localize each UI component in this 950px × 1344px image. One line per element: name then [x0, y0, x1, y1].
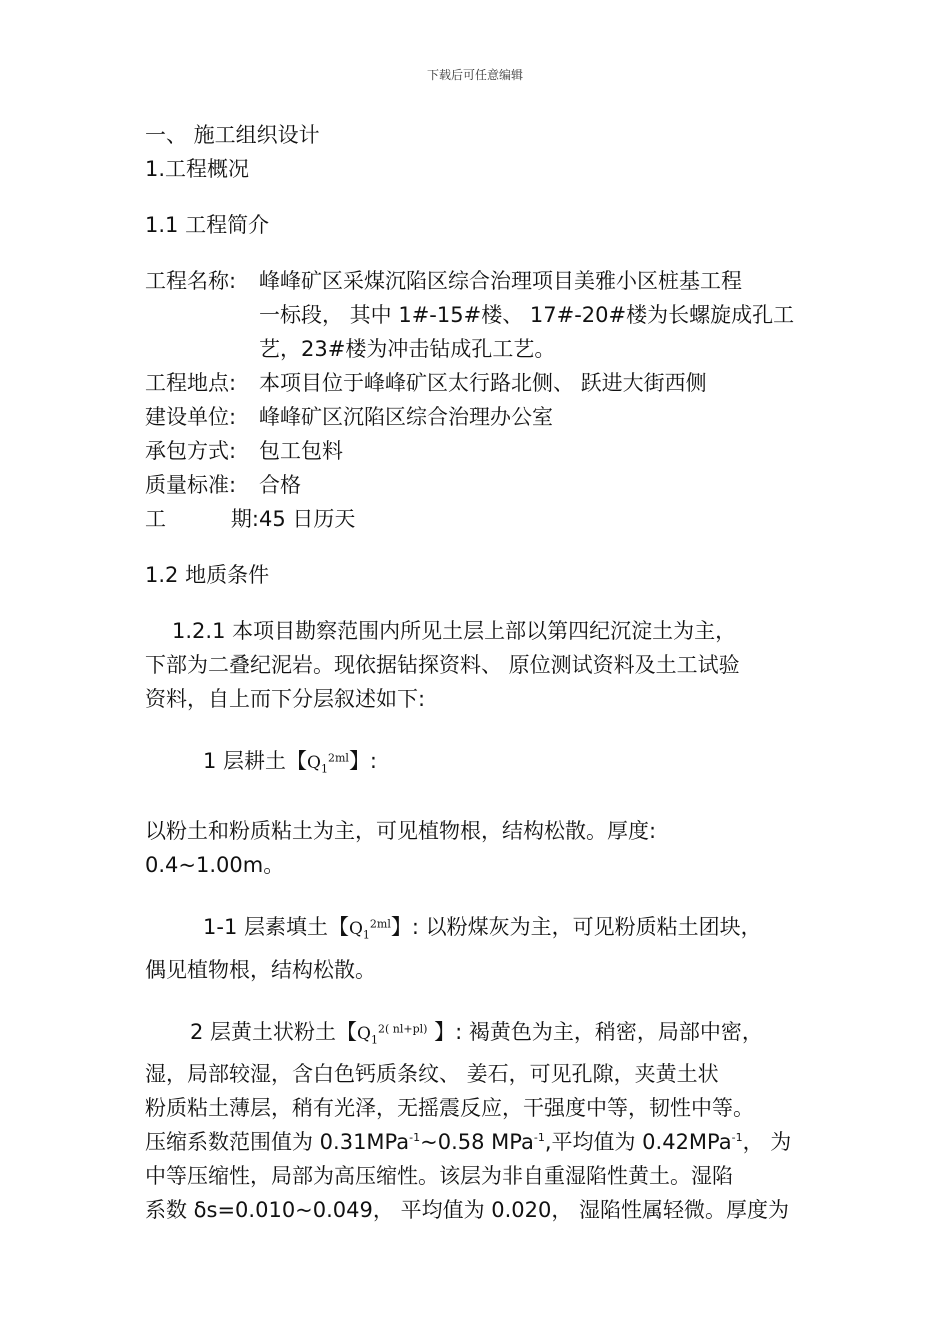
field-label-first: 工	[145, 507, 166, 531]
paragraph-line: 1-1 层素填土【$Q_1^{2ml}$】: 以粉煤灰为主，可见粉质粘土团块，	[203, 915, 762, 942]
section-subtitle: 1.工程概况	[145, 157, 250, 181]
field-construction-period	[145, 502, 817, 536]
layer-1-heading: 1 层耕土【$Q_1^{2ml}$】:	[203, 749, 378, 776]
field-label-second: 期:	[230, 507, 259, 531]
paragraph-line: 1.2.1 本项目勘察范围内所见土层上部以第四纪沉淀土为主，	[172, 619, 737, 643]
paragraph-line: 中等压缩性，局部为高压缩性。该层为非自重湿陷性黄土。湿陷	[145, 1164, 733, 1189]
field-quality-standard	[145, 468, 817, 502]
field-value-line: 艺，23#楼为冲击钻成孔工艺。	[259, 337, 556, 361]
paragraph-1-2-1	[145, 614, 817, 716]
field-project-location	[145, 366, 817, 400]
subsection-title-1-2: 1.2 地质条件	[145, 563, 270, 587]
field-label: 工程名称:	[145, 269, 237, 293]
field-construction-unit	[145, 400, 817, 434]
section-title: 一、 施工组织设计	[145, 123, 320, 147]
field-project-name	[145, 264, 817, 366]
paragraph-line: 0.4~1.00m。	[145, 853, 285, 878]
field-value: 合格	[259, 473, 301, 497]
layer-1-1-description	[145, 910, 817, 986]
field-contract-method	[145, 434, 817, 468]
field-label: 承包方式:	[145, 439, 237, 463]
field-label: 工程地点:	[145, 371, 237, 395]
field-value-line: 峰峰矿区采煤沉陷区综合治理项目美雅小区桩基工程	[259, 269, 742, 293]
page-header-note: 下载后可任意编辑	[426, 68, 523, 82]
field-value-line: 一标段， 其中 1#-15#楼、 17#-20#楼为长螺旋成孔工	[259, 303, 795, 327]
paragraph-line: 偶见植物根，结构松散。	[145, 957, 376, 982]
paragraph-line: 下部为二叠纪泥岩。现依据钻探资料、 原位测试资料及土工试验	[145, 653, 740, 677]
stratum-symbol: $Q_1^{2ml}$	[307, 751, 349, 776]
document-body	[145, 118, 817, 1227]
paragraph-line: 资料，自上而下分层叙述如下:	[145, 687, 426, 711]
layer-2-description	[145, 1015, 817, 1227]
stratum-symbol: $Q_1^{2( nl+pl)}$	[357, 1022, 428, 1047]
field-value: 45 日历天	[259, 507, 356, 531]
paragraph-line: 湿，局部较湿，含白色钙质条纹、 姜石，可见孔隙，夹黄土状	[145, 1062, 719, 1087]
project-info	[145, 264, 817, 536]
paragraph-line: 压缩系数范围值为 0.31MPa$^{-1}$~0.58 MPa$^{-1}$,平均值为 0.42MPa$^{-1}$， 为	[145, 1130, 792, 1155]
field-label: 建设单位:	[145, 405, 237, 429]
field-value: 本项目位于峰峰矿区太行路北侧、 跃进大街西侧	[259, 371, 707, 395]
paragraph-line: 2 层黄土状粉土【$Q_1^{2( nl+pl)}$ 】: 褐黄色为主，稍密，局部中密，	[190, 1019, 763, 1047]
paragraph-line: 系数 δs=0.010~0.049， 平均值为 0.020， 湿陷性属轻微。厚度为	[145, 1198, 790, 1223]
field-label: 质量标准:	[145, 473, 237, 497]
layer-1-description	[145, 814, 817, 882]
field-label	[145, 502, 259, 536]
field-value	[259, 264, 817, 366]
paragraph-line: 粉质粘土薄层，稍有光泽，无摇震反应，干强度中等，韧性中等。	[145, 1096, 754, 1121]
field-value: 包工包料	[259, 439, 343, 463]
subsection-title-1-1: 1.1 工程简介	[145, 213, 270, 237]
field-value: 峰峰矿区沉陷区综合治理办公室	[259, 405, 553, 429]
paragraph-line: 以粉土和粉质粘土为主，可见植物根，结构松散。厚度:	[145, 819, 657, 844]
stratum-symbol: $Q_1^{2ml}$	[348, 917, 391, 942]
